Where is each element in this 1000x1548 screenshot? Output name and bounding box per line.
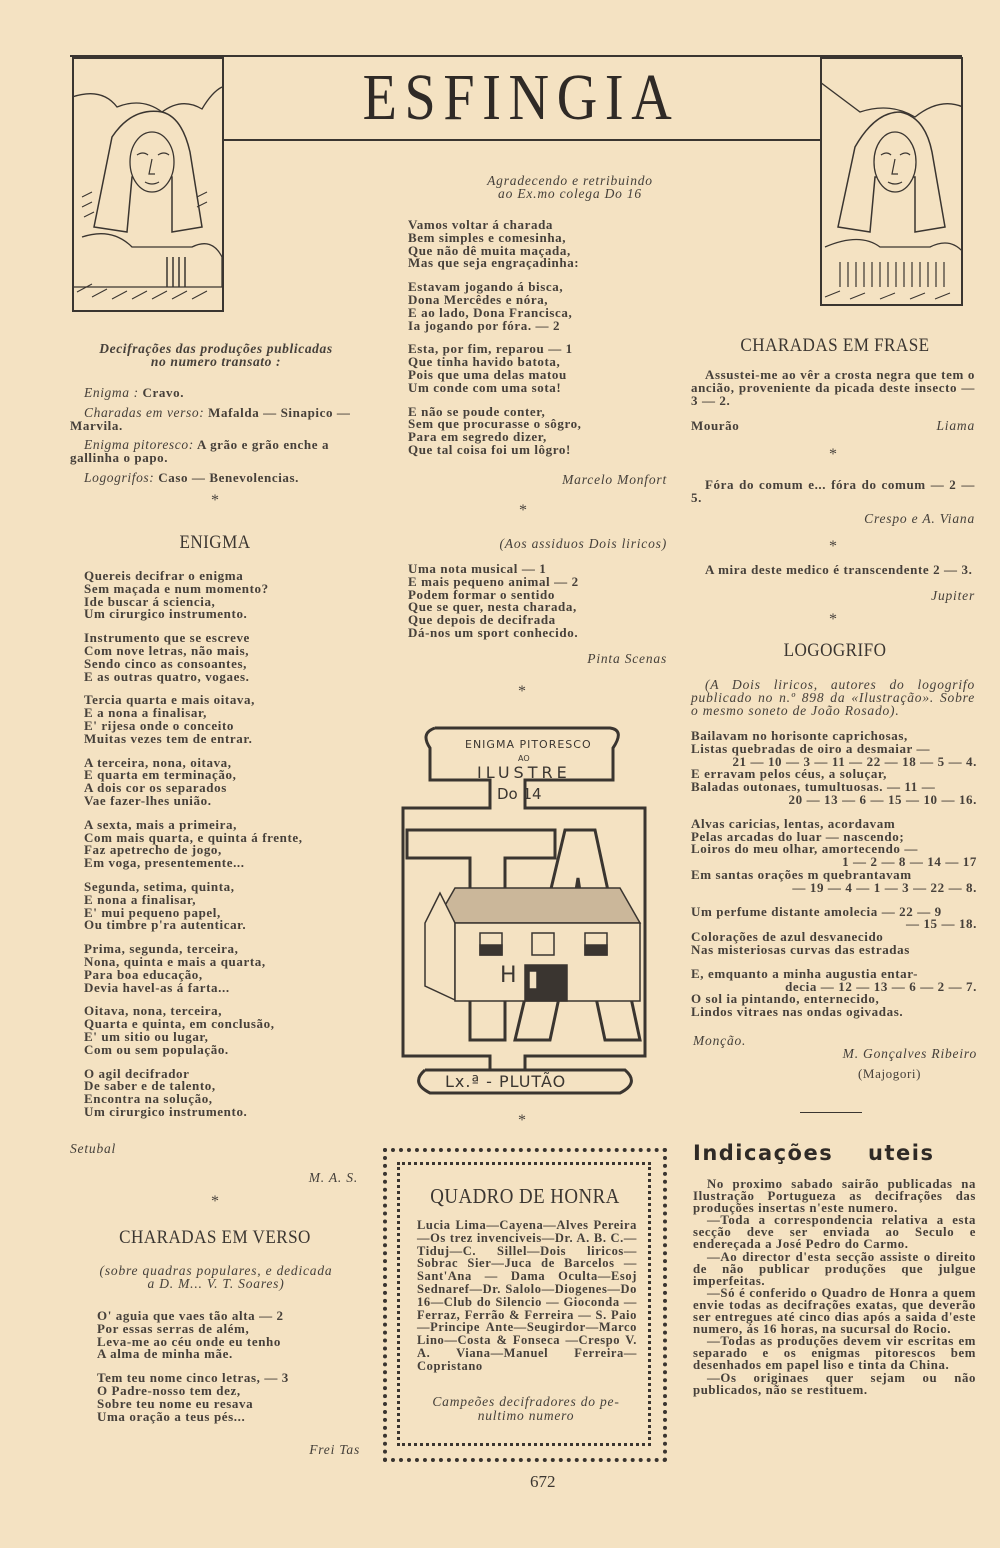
quadro-honra-box bbox=[383, 1148, 667, 1462]
charadas-verso-heading: CHARADAS EM VERSO bbox=[119, 1227, 311, 1248]
stanza bbox=[84, 1005, 364, 1056]
poem-line: Um perfume distante amolecia — 22 — 9 bbox=[691, 903, 942, 919]
stanza bbox=[408, 563, 668, 640]
stanza bbox=[84, 570, 364, 621]
stanza bbox=[691, 730, 977, 807]
poem-line: Oitava, nona, terceira, bbox=[84, 1003, 223, 1019]
poem-line: Um conde com uma sota! bbox=[408, 379, 562, 395]
poem-line: A terceira, nona, oitava, bbox=[84, 754, 232, 770]
poem-line: 1 — 2 — 8 — 14 — 17 bbox=[842, 854, 977, 870]
indicacoes-body bbox=[693, 1178, 976, 1396]
poem-line: Nas misteriosas curvas das estradas bbox=[691, 941, 910, 957]
indicacao-paragraph: —Os originaes quer sejam ou não publicados, não se restituem. bbox=[693, 1370, 976, 1397]
poem-line: Sobre teu nome eu resava bbox=[97, 1395, 254, 1411]
poem-line: Ide buscar á sciencia, bbox=[84, 593, 216, 609]
poem-line: O sol ia pintando, enternecido, bbox=[691, 991, 880, 1007]
bisca-poem bbox=[408, 219, 668, 468]
poem-line: Encontra na solução, bbox=[84, 1091, 213, 1107]
poem-line: Tercia quarta e mais oitava, bbox=[84, 692, 255, 708]
poem-line: E ao lado, Dona Francisca, bbox=[408, 304, 573, 320]
quadro-honra-names: Lucia Lima—Cayena—Alves Pereira—Os trez invenciveis—Dr. A. B. C.—Tiduj—C. Sillel—Dois liricos—Sobrac Sier—Juca de Barcelos — Sant'Ana — Dama Oculta—Esoj Sednaref—Dr. Salolo—Diogenes—Do 16—Club do Silencio — Gioconda — Ferraz, Ferrão & Ferreira — S. Paio —Principe Ante—Seugirdor—Marco Lino—Costa & Fonseca —Crespo V. A. Viana—Manuel Ferreira—Copristano bbox=[417, 1218, 637, 1373]
decifracao-label: Charadas em verso: bbox=[84, 404, 205, 420]
poem-line: Sem que procurasse o sôgro, bbox=[408, 416, 582, 432]
poem-line: Devia havel-as á farta... bbox=[84, 979, 230, 995]
poem-line: decia — 12 — 13 — 6 — 2 — 7. bbox=[785, 978, 977, 994]
poem-line: Por essas serras de além, bbox=[97, 1320, 250, 1336]
separator-asterisk: * bbox=[211, 1193, 219, 1210]
subtitle-line: a D. M... V. T. Soares) bbox=[147, 1276, 285, 1291]
poem-line: — 15 — 18. bbox=[906, 916, 977, 932]
poem-line: Pelas arcadas do luar — nascendo; bbox=[691, 828, 905, 844]
drawing-house-letter: H bbox=[500, 963, 517, 988]
decifracao-label: Logogrifos: bbox=[84, 469, 155, 485]
sport-author: Pinta Scenas bbox=[587, 651, 667, 666]
stanza bbox=[84, 1065, 364, 1119]
poem-line: E' rijesa onde o conceito bbox=[84, 717, 235, 733]
poem-line: Para em segredo dizer, bbox=[408, 429, 547, 445]
poem-line: Pois que uma delas matou bbox=[408, 366, 567, 382]
decifracao-label: Enigma pitoresco: bbox=[84, 437, 194, 453]
quadro-honra-footer bbox=[411, 1395, 641, 1423]
poem-line: Com ou sem população. bbox=[84, 1041, 229, 1057]
separator-asterisk: * bbox=[829, 446, 837, 463]
sphinx-left-illustration bbox=[72, 57, 224, 313]
poem-line: Podem formar o sentido bbox=[408, 586, 555, 602]
enigma-place: Setubal bbox=[70, 1141, 117, 1156]
decifracao-value: A grão e grão enche a gallinha o papo. bbox=[70, 437, 330, 466]
poem-line: Ou timbre p'ra autenticar. bbox=[84, 917, 247, 933]
enigma-pitoresco-drawing bbox=[395, 718, 660, 1098]
poem-line: E a nona a finalisar, bbox=[84, 705, 208, 721]
enigma-poem bbox=[84, 570, 364, 1130]
stanza bbox=[84, 816, 364, 871]
poem-line: Que se quer, nesta charada, bbox=[408, 599, 577, 615]
decifracao-label: Enigma : bbox=[84, 385, 139, 400]
poem-line: Mas que seja engraçadinha: bbox=[408, 255, 580, 271]
indicacao-paragraph: —Ao director d'esta secção assiste o direito de não publicar produções que julgue imperfeitas. bbox=[693, 1249, 976, 1288]
decifracao-item bbox=[70, 387, 358, 400]
poem-line: E nona a finalisar, bbox=[84, 891, 197, 907]
drawing-do: Do 14 bbox=[497, 785, 542, 803]
poem-line: 21 — 10 — 3 — 11 — 22 — 18 — 5 — 4. bbox=[732, 753, 977, 769]
separator-asterisk: * bbox=[518, 1112, 526, 1129]
poem-line: — 19 — 4 — 1 — 3 — 22 — 8. bbox=[792, 879, 977, 895]
separator-asterisk: * bbox=[829, 611, 837, 628]
dedication-line: Agradecendo e retribuindo bbox=[487, 173, 653, 188]
poem-line: E não se poude conter, bbox=[408, 403, 546, 419]
poem-line: A dois cor os separados bbox=[84, 780, 227, 796]
poem-line: O Padre-nosso tem dez, bbox=[97, 1382, 241, 1398]
decifracoes-heading-line: Decifrações das produções publicadas bbox=[99, 341, 333, 356]
logogrifo-place: Monção. bbox=[693, 1033, 747, 1048]
indicacao-paragraph: —Todas as produções devem vir escritas em separado e os enigmas pitorescos bem desenhados em papel liso e tinta da China. bbox=[693, 1334, 976, 1373]
separator-asterisk: * bbox=[519, 502, 527, 519]
indicacao-paragraph: No proximo sabado sairão publicadas na Ilustração Portugueza as decifrações das produções insertas n'este numero. bbox=[693, 1177, 976, 1216]
decifracoes-heading bbox=[66, 343, 366, 369]
poem-line: Faz apetrecho de jogo, bbox=[84, 842, 222, 858]
decifracao-item bbox=[70, 439, 358, 465]
stanza bbox=[84, 632, 364, 683]
poem-line: Vamos voltar á charada bbox=[408, 217, 554, 232]
indicacoes-heading: Indicações uteis bbox=[693, 1141, 935, 1165]
stanza bbox=[408, 403, 668, 457]
stanza bbox=[84, 943, 364, 994]
logogrifo-intro: (A Dois liricos, autores do logogrifo publicado no n.º 898 da «Ilustração». Sobre o mesmo soneto de João Rosado). bbox=[691, 677, 975, 718]
title-band bbox=[222, 57, 820, 141]
poem-line: Sem maçada e num momento? bbox=[84, 580, 269, 596]
subtitle-line: (sobre quadras populares, e dedicada bbox=[99, 1263, 333, 1278]
poem-line: Uma nota musical — 1 bbox=[408, 561, 547, 576]
frase-2-author: Crespo e A. Viana bbox=[864, 511, 975, 526]
charadas-verso-author: Frei Tas bbox=[309, 1442, 360, 1457]
page-title: ESFINGIA bbox=[362, 61, 680, 134]
poem-line: E' um sitio ou lugar, bbox=[84, 1028, 209, 1044]
sphinx-right-illustration bbox=[820, 57, 963, 307]
stanza bbox=[691, 815, 977, 895]
stanza bbox=[408, 343, 668, 394]
poem-line: Prima, segunda, terceira, bbox=[84, 941, 239, 957]
frase-3-text: A mira deste medico é transcendente 2 — 3. bbox=[705, 562, 973, 577]
frase-2-text: Fóra do comum e... fóra do comum — 2 — 5. bbox=[691, 477, 975, 505]
frase-3-author: Jupiter bbox=[931, 588, 975, 603]
poem-line: Dona Mercêdes e nóra, bbox=[408, 291, 549, 307]
decifracao-item bbox=[70, 404, 358, 433]
poem-line: E as outras quatro, vogaes. bbox=[84, 668, 250, 684]
decifracao-value: Mafalda — Sinapico — Marvila. bbox=[70, 404, 351, 433]
poem-line: E erravam pelos céus, a soluçar, bbox=[691, 766, 888, 782]
enigma-heading: ENIGMA bbox=[179, 532, 251, 553]
quadro-honra-title: QUADRO DE HONRA bbox=[430, 1184, 620, 1208]
stanza bbox=[408, 281, 668, 332]
stanza bbox=[691, 903, 977, 957]
frase-1-text: Assustei-me ao vêr a crosta negra que tem o ancião, proveniente da picada deste insecto — 3 — 2. bbox=[691, 367, 975, 408]
poem-line: Listas quebradas de oiro a desmaiar — bbox=[691, 740, 931, 756]
poem-line: Segunda, setima, quinta, bbox=[84, 878, 235, 894]
poem-line: Em voga, presentemente... bbox=[84, 855, 245, 871]
dedication-line: ao Ex.mo colega Do 16 bbox=[498, 186, 642, 201]
charadas-verso-poem bbox=[97, 1310, 357, 1434]
separator-asterisk: * bbox=[211, 492, 219, 509]
logogrifo-heading: LOGOGRIFO bbox=[783, 640, 887, 661]
poem-line: Leva-me ao céu onde eu tenho bbox=[97, 1333, 281, 1349]
stanza bbox=[97, 1310, 357, 1361]
logogrifo-author: M. Gonçalves Ribeiro bbox=[842, 1046, 977, 1061]
bisca-dedication bbox=[440, 174, 700, 200]
indicacao-paragraph: —Só é conferido o Quadro de Honra a quem envie todas as decifrações exatas, que deverão ser entregues até cinco dias após a saida d'este numero, ás 16 horas, na sucursal do Rocio. bbox=[693, 1285, 976, 1337]
poem-line: De saber e de talento, bbox=[84, 1078, 216, 1094]
logogrifo-poem bbox=[691, 730, 977, 1030]
section-divider bbox=[800, 1112, 862, 1113]
poem-line: Que não dê muita maçada, bbox=[408, 242, 571, 258]
poem-line: Que tal coisa foi um lôgro! bbox=[408, 441, 571, 457]
poem-line: Com mais quarta, e quinta á frente, bbox=[84, 829, 303, 845]
decifracao-value: Cravo. bbox=[142, 385, 185, 400]
poem-line: Tem teu nome cinco letras, — 3 bbox=[97, 1370, 289, 1386]
stanza bbox=[408, 219, 668, 270]
poem-line: 20 — 13 — 6 — 15 — 10 — 16. bbox=[788, 791, 977, 807]
poem-line: Lindos vitraes nas ondas ogivadas. bbox=[691, 1004, 904, 1020]
poem-line: Bem simples e comesinha, bbox=[408, 229, 567, 245]
stanza bbox=[84, 694, 364, 745]
poem-line: Colorações de azul desvanecido bbox=[691, 929, 884, 945]
separator-asterisk: * bbox=[829, 538, 837, 555]
enigma-author: M. A. S. bbox=[308, 1170, 358, 1185]
frase-1-place: Mourão bbox=[691, 418, 740, 433]
drawing-author: Lx.ª - PLUTÃO bbox=[445, 1072, 567, 1091]
poem-line: Alvas caricias, lentas, acordavam bbox=[691, 815, 896, 831]
drawing-ao: AO bbox=[518, 754, 530, 763]
footer-line: Campeões decifradores do pe- bbox=[432, 1394, 620, 1409]
poem-line: Muitas vezes tem de entrar. bbox=[84, 730, 253, 746]
poem-line: Em santas orações m quebrantavam bbox=[691, 866, 912, 882]
poem-line: E, emquanto a minha augustia entar- bbox=[691, 965, 919, 981]
poem-line: Quarta e quinta, em conclusão, bbox=[84, 1016, 275, 1032]
poem-line: Uma oração a teus pés... bbox=[97, 1408, 246, 1424]
poem-line: Para boa educação, bbox=[84, 966, 203, 982]
poem-line: Sendo cinco as consoantes, bbox=[84, 655, 247, 671]
poem-line: Dá-nos um sport conhecido. bbox=[408, 624, 579, 640]
poem-line: A sexta, mais a primeira, bbox=[84, 816, 237, 832]
decifracoes-heading-line: no numero transato : bbox=[150, 353, 282, 369]
indicacao-paragraph: —Toda a correspondencia relativa a esta secção deve ser enviada ao Seculo e endereçada a José Pedro do Carmo. bbox=[693, 1213, 976, 1252]
stanza bbox=[84, 754, 364, 808]
poem-line: Loiros do meu olhar, amortecendo — bbox=[691, 841, 918, 857]
poem-line: Um cirurgico instrumento. bbox=[84, 1103, 248, 1119]
footer-line: nultimo numero bbox=[477, 1408, 575, 1423]
drawing-ilustre: ILUSTRE bbox=[477, 763, 571, 782]
poem-line: Vae fazer-lhes união. bbox=[84, 792, 212, 808]
poem-line: O' aguia que vaes tão alta — 2 bbox=[97, 1308, 284, 1323]
stanza bbox=[97, 1372, 357, 1423]
poem-line: Com nove letras, não mais, bbox=[84, 642, 250, 658]
poem-line: Bailavam no horisonte caprichosas, bbox=[691, 728, 908, 743]
poem-line: Que depois de decifrada bbox=[408, 612, 556, 628]
frase-1-author: Liama bbox=[936, 418, 975, 433]
poem-line: A alma de minha mãe. bbox=[97, 1346, 233, 1362]
poem-line: O agil decifrador bbox=[84, 1065, 190, 1081]
poem-line: Ia jogando por fóra. — 2 bbox=[408, 317, 561, 333]
decifracao-value: Caso — Benevolencias. bbox=[158, 469, 300, 485]
poem-line: Instrumento que se escreve bbox=[84, 630, 250, 646]
page-number: 672 bbox=[530, 1472, 556, 1491]
logogrifo-pseudonym: (Majogori) bbox=[858, 1066, 922, 1081]
poem-line: Quereis decifrar o enigma bbox=[84, 568, 244, 583]
stanza bbox=[691, 965, 977, 1020]
separator-asterisk: * bbox=[518, 683, 526, 700]
poem-line: Baladas outonaes, tumultuosas. — 11 — bbox=[691, 779, 936, 795]
decifracao-item bbox=[70, 469, 358, 485]
drawing-caption: ENIGMA PITORESCO bbox=[465, 738, 592, 751]
charadas-verso-subtitle bbox=[66, 1264, 366, 1290]
poem-line: E quarta em terminação, bbox=[84, 767, 237, 783]
poem-line: Nona, quinta e mais a quarta, bbox=[84, 953, 266, 969]
poem-line: Estavam jogando á bisca, bbox=[408, 279, 564, 295]
decifracoes-list bbox=[70, 387, 358, 492]
sport-dedication: (Aos assiduos Dois liricos) bbox=[499, 536, 667, 551]
poem-line: E mais pequeno animal — 2 bbox=[408, 573, 579, 589]
poem-line: E' mui pequeno papel, bbox=[84, 904, 221, 920]
poem-line: Que tinha havido batota, bbox=[408, 354, 561, 370]
bisca-author: Marcelo Monfort bbox=[562, 472, 667, 487]
stanza bbox=[84, 878, 364, 933]
sport-poem bbox=[408, 563, 668, 651]
poem-line: Um cirurgico instrumento. bbox=[84, 606, 248, 622]
charadas-frase-heading: CHARADAS EM FRASE bbox=[740, 335, 930, 356]
poem-line: Esta, por fim, reparou — 1 bbox=[408, 341, 573, 357]
